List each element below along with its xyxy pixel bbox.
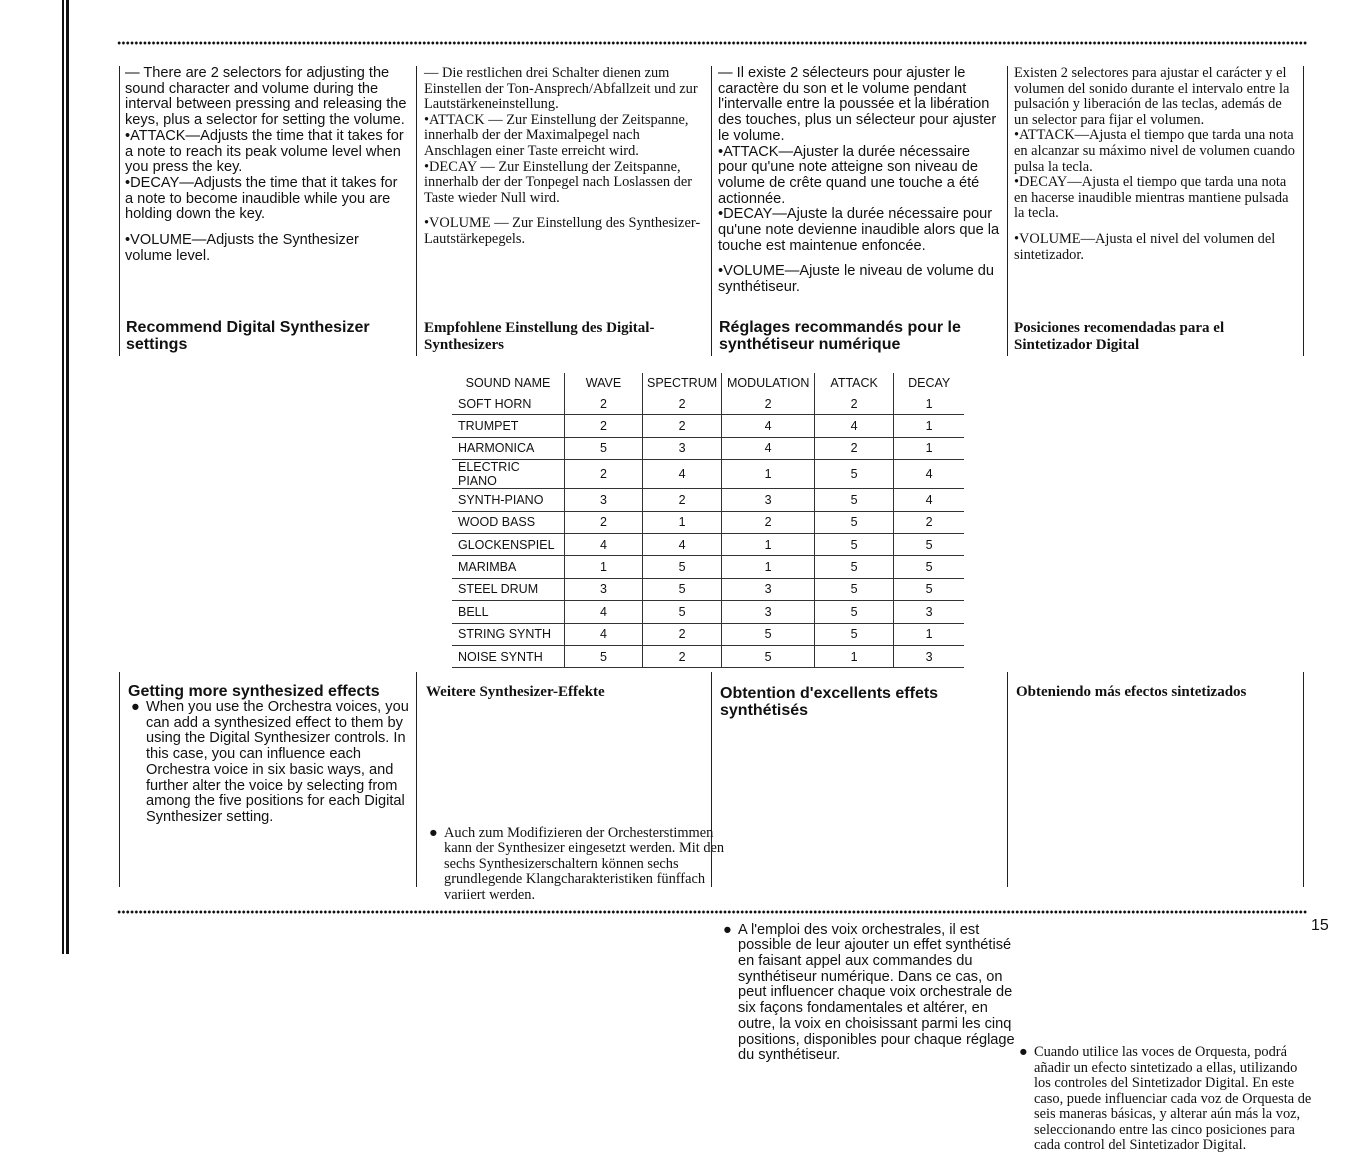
french-settings-heading: Réglages recommandés pour le synthétiseur numérique <box>719 319 961 353</box>
german-effects-text-block <box>426 826 726 904</box>
french-attack: •ATTACK—Ajuster la durée nécessaire pour qu'une note atteigne son niveau de volume de crête quand une touche a été actionnée. <box>718 143 980 207</box>
setting-cell: 4 <box>565 601 643 623</box>
setting-cell: 2 <box>722 511 815 533</box>
english-volume: •VOLUME—Adjusts the Synthesizer volume level. <box>125 232 359 264</box>
english-effects-text: When you use the Orchestra voices, you can add a synthesized effect to them by using the Digital Synthesizer controls. In this case, you can influence each Orchestra voice in six basic ways, and further alter the voice by selecting from among the five positions for each Digital Synthesizer setting. <box>146 699 409 825</box>
table-row <box>452 393 964 415</box>
setting-cell: 2 <box>815 437 894 459</box>
bullet-icon: ● <box>723 921 732 938</box>
sound-name-cell: SOFT HORN <box>452 393 565 415</box>
sound-name-cell: ELECTRIC PIANO <box>452 460 565 489</box>
sound-name-cell: MARIMBA <box>452 556 565 578</box>
english-decay: •DECAY—Adjusts the time that it takes for a note to become inaudible while you are holding down the key. <box>125 174 398 223</box>
spanish-volume: •VOLUME—Ajusta el nivel del volumen del sintetizador. <box>1014 230 1276 263</box>
setting-cell: 5 <box>565 645 643 667</box>
setting-cell: 2 <box>643 393 722 415</box>
german-effects-heading: Weitere Synthesizer-Effekte <box>426 684 605 700</box>
table-row <box>452 511 964 533</box>
setting-cell: 4 <box>565 533 643 555</box>
setting-cell: 2 <box>565 393 643 415</box>
column-divider-b5 <box>1303 672 1304 887</box>
table-row <box>452 645 964 667</box>
french-effects-text: A l'emploi des voix orchestrales, il est possible de leur ajouter un effet synthétisé en faisant appel aux commandes du synthétiseur numérique. Dans ce cas, on peut influencer chaque voix orchestrale de six façons fondamentales et altérer, en outre, la voix en choisissant parmi les cinq positions, disponibles pour chaque réglage du synthétiseur. <box>738 921 1015 1064</box>
setting-cell: 4 <box>894 460 965 489</box>
setting-cell: 5 <box>815 556 894 578</box>
setting-cell: 4 <box>722 437 815 459</box>
binding-line <box>62 0 64 954</box>
column-divider-1 <box>119 66 120 356</box>
sound-name-cell: NOISE SYNTH <box>452 645 565 667</box>
setting-cell: 3 <box>643 437 722 459</box>
french-volume: •VOLUME—Ajuste le niveau de volume du synthétiseur. <box>718 263 995 296</box>
english-intro: — There are 2 selectors for adjusting the sound character and volume during the interval between pressing and releasing the keys, plus a selector for setting the volume. <box>125 65 407 129</box>
setting-cell: 2 <box>815 393 894 415</box>
setting-cell: 5 <box>722 623 815 645</box>
sound-name-cell: HARMONICA <box>452 437 565 459</box>
spanish-effects-heading: Obteniendo más efectos sintetizados <box>1016 684 1247 700</box>
setting-cell: 2 <box>643 415 722 437</box>
setting-cell: 2 <box>565 415 643 437</box>
header-wave: WAVE <box>565 373 643 393</box>
header-modulation: MODULATION <box>722 373 815 393</box>
setting-cell: 5 <box>894 578 965 600</box>
spanish-effects-text: Cuando utilice las voces de Orquesta, podrá añadir un efecto sintetizado a ellas, utilizando los controles del Sintetizador Digital. En este caso, puede influenciar cada voz de Orquesta de seis maneras básicas, y alterar aún más la voz, seleccionando entre las cinco posiciones para cada control del Sintetizador Digital. <box>1034 1043 1312 1154</box>
setting-cell: 1 <box>643 511 722 533</box>
setting-cell: 1 <box>815 645 894 667</box>
setting-cell: 5 <box>815 623 894 645</box>
table-row <box>452 489 964 511</box>
header-spectrum: SPECTRUM <box>643 373 722 393</box>
spanish-decay: •DECAY—Ajusta el tiempo que tarda una nota en hacerse inaudible mientras mantiene pulsada la tecla. <box>1014 174 1289 222</box>
bullet-icon: ● <box>429 824 438 841</box>
spanish-settings-heading: Posiciones recomendadas para el Sintetizador Digital <box>1014 320 1225 353</box>
german-intro: — Die restlichen drei Schalter dienen zum Einstellen der Ton-Ansprech/Abfallzeit und zur Lautstärkeneinstellung. <box>424 65 698 113</box>
setting-cell: 1 <box>894 415 965 437</box>
setting-cell: 5 <box>565 437 643 459</box>
setting-cell: 5 <box>815 578 894 600</box>
setting-cell: 3 <box>894 645 965 667</box>
sound-name-cell: SYNTH-PIANO <box>452 489 565 511</box>
setting-cell: 1 <box>894 623 965 645</box>
setting-cell: 1 <box>722 460 815 489</box>
bottom-dotted-rule <box>117 910 1307 914</box>
german-effects-text: Auch zum Modifizieren der Orchesterstimmen kann der Synthesizer eingesetzt werden. Mit den sechs Synthesizerschaltern können sechs grundlegende Klangcharakteristiken fünffach variiert werden. <box>444 824 725 903</box>
setting-cell: 1 <box>722 533 815 555</box>
table-header-row <box>452 373 964 393</box>
sound-name-cell: STEEL DRUM <box>452 578 565 600</box>
bullet-icon: ● <box>1019 1043 1028 1060</box>
column-divider-4 <box>1007 66 1008 356</box>
setting-cell: 5 <box>815 511 894 533</box>
french-effects-text-block <box>720 923 1020 1064</box>
setting-cell: 5 <box>894 533 965 555</box>
setting-cell: 5 <box>643 556 722 578</box>
setting-cell: 5 <box>815 601 894 623</box>
german-column <box>424 66 706 248</box>
header-decay: DECAY <box>908 376 951 390</box>
english-effects-heading: Getting more synthesized effects <box>128 683 380 700</box>
table-row <box>452 601 964 623</box>
setting-cell: 1 <box>565 556 643 578</box>
binding-line-thick <box>66 0 69 954</box>
sound-name-cell: TRUMPET <box>452 415 565 437</box>
bullet-icon: ● <box>131 699 140 715</box>
german-settings-heading: Empfohlene Einstellung des Digital-Synthesizers <box>424 320 655 353</box>
sound-name-cell: STRING SYNTH <box>452 623 565 645</box>
setting-cell: 4 <box>894 489 965 511</box>
page-number: 15 <box>1311 917 1329 934</box>
setting-cell: 4 <box>565 623 643 645</box>
table-row <box>452 437 964 459</box>
spanish-intro: Existen 2 selectores para ajustar el carácter y el volumen del sonido durante el intervalo entre la pulsación y liberación de las teclas, además de un selector para fijar el volumen. <box>1014 65 1290 128</box>
setting-cell: 2 <box>643 623 722 645</box>
setting-cell: 1 <box>894 393 965 415</box>
english-effects-text-block <box>128 700 428 826</box>
setting-cell: 2 <box>565 460 643 489</box>
setting-cell: 3 <box>565 578 643 600</box>
english-column <box>125 66 409 264</box>
setting-cell: 1 <box>722 556 815 578</box>
sound-name-cell: WOOD BASS <box>452 511 565 533</box>
column-divider-5 <box>1303 66 1304 356</box>
setting-cell: 2 <box>565 511 643 533</box>
setting-cell: 3 <box>565 489 643 511</box>
setting-cell: 4 <box>722 415 815 437</box>
setting-cell: 5 <box>815 533 894 555</box>
spanish-effects-text-block <box>1016 1045 1316 1154</box>
table-row <box>452 578 964 600</box>
setting-cell: 3 <box>722 601 815 623</box>
french-column <box>718 66 1002 296</box>
setting-cell: 3 <box>722 489 815 511</box>
column-divider-2 <box>416 66 417 356</box>
setting-cell: 2 <box>643 489 722 511</box>
sound-name-cell: GLOCKENSPIEL <box>452 533 565 555</box>
german-decay: •DECAY — Zur Einstellung der Zeitspanne, innerhalb der der Tonpegel nach Loslassen der Taste wieder Null wird. <box>424 158 693 206</box>
header-attack: ATTACK <box>815 373 894 393</box>
table-row <box>452 623 964 645</box>
german-volume: •VOLUME — Zur Einstellung des Synthesizer-Lautstärkepegels. <box>424 215 701 247</box>
setting-cell: 5 <box>722 645 815 667</box>
setting-cell: 5 <box>643 601 722 623</box>
setting-cell: 5 <box>815 489 894 511</box>
french-effects-heading: Obtention d'excellents effets synthétisés <box>720 685 939 719</box>
setting-cell: 4 <box>643 533 722 555</box>
setting-cell: 2 <box>643 645 722 667</box>
table-row <box>452 556 964 578</box>
table-row <box>452 460 964 489</box>
setting-cell: 2 <box>894 511 965 533</box>
setting-cell: 1 <box>894 437 965 459</box>
english-settings-heading: Recommend Digital Synthesizer settings <box>126 319 370 353</box>
spanish-column <box>1014 66 1298 263</box>
column-divider-b1 <box>119 672 120 887</box>
synth-settings-table <box>452 373 964 668</box>
french-intro: — Il existe 2 sélecteurs pour ajuster le caractère du son et le volume pendant l'intervalle entre la poussée et la libération des touches, plus un sélecteur pour ajuster le volume. <box>718 65 997 144</box>
setting-cell: 5 <box>894 556 965 578</box>
setting-cell: 5 <box>815 460 894 489</box>
spanish-attack: •ATTACK—Ajusta el tiempo que tarda una nota en alcanzar su máximo nivel de volumen cuando pulsa la tecla. <box>1014 127 1295 175</box>
table-row <box>452 415 964 437</box>
sound-name-cell: BELL <box>452 601 565 623</box>
top-dotted-rule <box>117 41 1307 45</box>
table-row <box>452 533 964 555</box>
german-attack: •ATTACK — Zur Einstellung der Zeitspanne, innerhalb der der Maximalpegel nach Anschlagen einer Taste erreicht wird. <box>424 111 689 159</box>
column-divider-3 <box>711 66 712 356</box>
french-decay: •DECAY—Ajuste la durée nécessaire pour qu'une note devienne inaudible alors que la touche est maintenue enfoncée. <box>718 206 1000 254</box>
setting-cell: 4 <box>815 415 894 437</box>
setting-cell: 3 <box>722 578 815 600</box>
column-divider-b4 <box>1007 672 1008 887</box>
table-body <box>452 393 964 668</box>
setting-cell: 5 <box>643 578 722 600</box>
setting-cell: 3 <box>894 601 965 623</box>
header-sound-name: SOUND NAME <box>452 373 565 393</box>
setting-cell: 2 <box>722 393 815 415</box>
english-attack: •ATTACK—Adjusts the time that it takes for a note to reach its peak volume level when you press the key. <box>125 127 404 176</box>
setting-cell: 4 <box>643 460 722 489</box>
